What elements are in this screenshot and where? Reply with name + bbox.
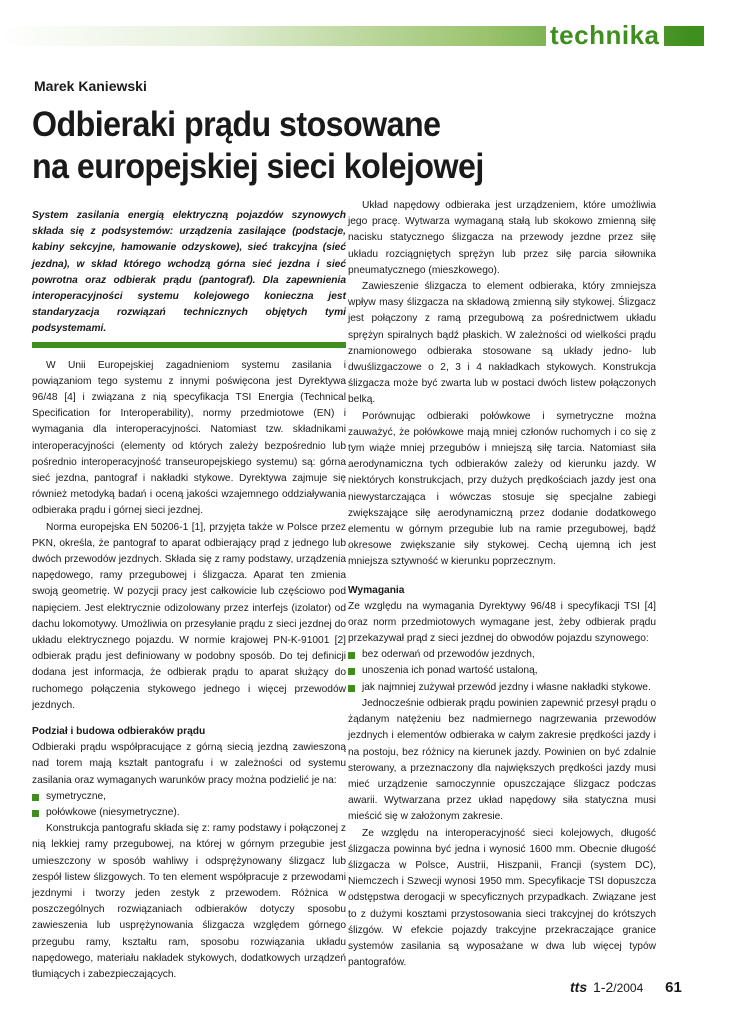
magazine-logo: tts: [570, 979, 588, 995]
lead-divider: [32, 342, 346, 348]
issue-number: 1-2: [593, 979, 614, 995]
bullet-list: [32, 789, 346, 821]
square-bullet-icon: [32, 810, 39, 817]
section-label: technika: [546, 22, 664, 48]
list-item: jak najmniej zużywał przewód jezdny i własne nakładki stykowe.: [348, 680, 656, 696]
subheading-podzial: Podział i budowa odbieraków prądu: [32, 726, 206, 738]
body-paragraph: Konstrukcja pantografu składa się z: ramy podstawy i połączonej z nią lekkiej ramy przegubowej, na której w górnym przegubie jest umieszczony w sposób wahliwy i odsprężynowany ślizgacz lub zespół listew ślizgowych. To ten element współpracuje z przewodami jezdnymi i tworzy jeden zestyk z przewodem. Różnica w poszczególnych rozwiązaniach odbieraków dotyczy sposobu zawieszenia lub usprężynowania ślizgacza względem górnego przegubu ramy, kształtu ram, sposobu rozwiązania układu napędowego, materiału nakładek stykowych, dodatkowych urządzeń tłumiących i zabezpieczających.: [32, 823, 346, 980]
left-column: [32, 208, 346, 983]
square-bullet-icon: [32, 794, 39, 801]
body-paragraph: Porównując odbieraki połówkowe i symetryczne można zauważyć, że połówkowe mają mniej członów ruchomych i co się z tym wiąże mniej przegubów i mniejszą siłę tarcia. Natomiast siła aerodynamiczna tych odbieraków zależy od kierunku jazdy. W niektórych konstrukcjach, przy dużych prędkościach jazdy jest ona niewystarczająca i wówczas stosuje się specjalne zabiegi zwiększające siłę aerodynamiczną przez dodanie dodatkowego elementu w górnym przegubie lub na ramie przegubowej, bądź okresowe zwiększanie siły stykowej. Cechą ujemną ich jest mniejsza sztywność w kierunku poprzecznym.: [348, 410, 656, 568]
list-item: połówkowe (niesymetryczne).: [32, 805, 346, 821]
square-bullet-icon: [348, 652, 355, 659]
body-paragraph: Zawieszenie ślizgacza to element odbieraka, który zmniejsza wpływ masy ślizgacza na składową zmienną siły stykowej. Ślizgacz jest połączony z ramą przegubową za pośrednictwem układu sprężyn spiralnych bądź płaskich. W zależności od wielkości prądu znamionowego odbieraka stosowane są układy jedno- lub dwuślizgaczowe o 2, 3 i 4 nakładkach stykowych. Konstrukcja ślizgacza może być zwarta lub w postaci dwóch listew połączonych belką.: [348, 281, 656, 406]
bullet-list: [348, 647, 656, 696]
body-paragraph: Ze względu na interoperacyjność sieci kolejowych, długość ślizgacza powinna być jedna i wynosić 1600 mm. Obecnie długość ślizgacza w Polsce, Austrii, Hiszpanii, Francji (system DC), Niemczech i Szwecji wynosi 1950 mm. Specyfikacje TSI dopuszcza odstępstwa derogacji w specyficznych przypadkach. Związane jest to z dużymi kosztami przystosowania sieci trakcyjnej do krótszych ślizgów. W efekcie pojazdy trakcyjne przekraczające granice systemów zasilania są wyposażane w dwa lub więcej typów pantografów.: [348, 827, 656, 969]
body-paragraph: Norma europejska EN 50206-1 [1], przyjęta także w Polsce przez PKN, określa, że pantograf to aparat odbierający prąd z jednego lub dwóch przewodów jezdnych. Składa się z ramy podstawy, urządzenia napędowego, ramy przegubowej i ślizgacza. Aparat ten zmienia swoją geometrię. W pozycji pracy jest całkowicie lub częściowo pod napięciem. Jest elektrycznie odizolowany przez interfejs (izolator) od dachu lokomotywy. Umożliwia on przesyłanie prądu z sieci jezdnej do układu elektrycznego pojazdu. W normie krajowej PN-K-91001 [2] odbierak prądu jest definiowany w podobny sposób. Do tej definicji dodana jest informacja, że odbierak prądu to aparat służący do ruchomego połączenia stykowego jednego i więcej przewodów jezdnych.: [32, 521, 346, 711]
list-item: bez oderwań od przewodów jezdnych,: [348, 647, 656, 663]
body-paragraph: Ze względu na wymagania Dyrektywy 96/48 i specyfikacji TSI [4] oraz norm przedmiotowych wymagane jest, żeby odbierak prądu przekazywał prąd z sieci jezdnej do obwodów pojazdu szynowego:: [348, 600, 656, 645]
body-paragraph: Jednocześnie odbierak prądu powinien zapewnić przesył prądu o żądanym natężeniu bez nadmiernego nagrzewania przewodów jezdnych i elementów odbieraka w całym zakresie prędkości jazdy i na postoju, bez różnicy na kierunek jazdy. Powinien on być zdalnie sterowany, a przeznaczony dla największych prędkości jazdy musi mieć urządzenie samoczynnie opuszczające ślizgacz podczas awarii. Wytwarzana przez układ napędowy siła statyczna musi mieścić się w założonym zakresie.: [348, 697, 656, 823]
issue-year: /2004: [613, 981, 644, 995]
right-column: [348, 198, 656, 971]
page-number: 61: [665, 979, 682, 996]
list-item: unoszenia ich ponad wartość ustaloną,: [348, 663, 656, 679]
title-line-2: na europejskiej sieci kolejowej: [32, 147, 484, 186]
article-title: [32, 104, 547, 188]
body-paragraph: W Unii Europejskiej zagadnieniom systemu zasilania i powiązaniom tego systemu z innymi poświęcona jest Dyrektywa 96/48 [4] i związana z nią specyfikacja TSI Energia (Technical Specification for Interoperability), normy przedmiotowe (EN) i wymagania dla interoperacyjności. Natomiast tzw. składnikami interoperacyjności (elementy od których zależy bezpośrednio lub pośrednio interoperacyjność transeuropejskiego systemu) są: górna sieć jezdna, pantograf i nakładki stykowe. Dyrektywa zajmuje się również metodyką badań i oceną jakości wzajemnego oddziaływania odbieraka prądu i górnej sieci jezdnej.: [32, 359, 346, 517]
body-paragraph: Odbieraki prądu współpracujące z górną siecią jezdną zawieszoną nad torem mają kształt pantografu i w zależności od systemu zasilania oraz wymaganych warunków pracy można podzielić je na:: [32, 742, 346, 786]
square-bullet-icon: [348, 685, 355, 692]
body-paragraph: Układ napędowy odbieraka jest urządzeniem, które umożliwia jego pracę. Wytwarza wymaganą stałą lub skokowo zmienną siłę nacisku statycznego ślizgacza na przewody jezdne przez siłę układu rozciągniętych sprężyn lub przez siłę parcia siłownika pneumatycznego (mieszkowego).: [348, 200, 656, 276]
author-name: Marek Kaniewski: [34, 78, 147, 94]
header-bar-end: [690, 26, 704, 46]
subheading-wymagania: Wymagania: [348, 584, 405, 596]
square-bullet-icon: [348, 668, 355, 675]
list-item: symetryczne,: [32, 789, 346, 805]
page-footer: [570, 978, 682, 997]
title-line-1: Odbieraki prądu stosowane: [32, 105, 441, 144]
lead-paragraph: System zasilania energią elektryczną pojazdów szynowych składa się z podsystemów: urządzenia zasilające (podstacje, kabiny sekcyjne, hamowanie odzyskowe), sieć trakcyjna (sieć jezdna), w skład którego wchodzą górna sieć jezdna i sieć powrotna oraz odbierak prądu (pantograf). Dla zapewnienia interoperacyjności systemu kolejowego konieczna jest standaryzacja rozwiązań technicznych objętych tymi podsystemami.: [32, 210, 346, 335]
